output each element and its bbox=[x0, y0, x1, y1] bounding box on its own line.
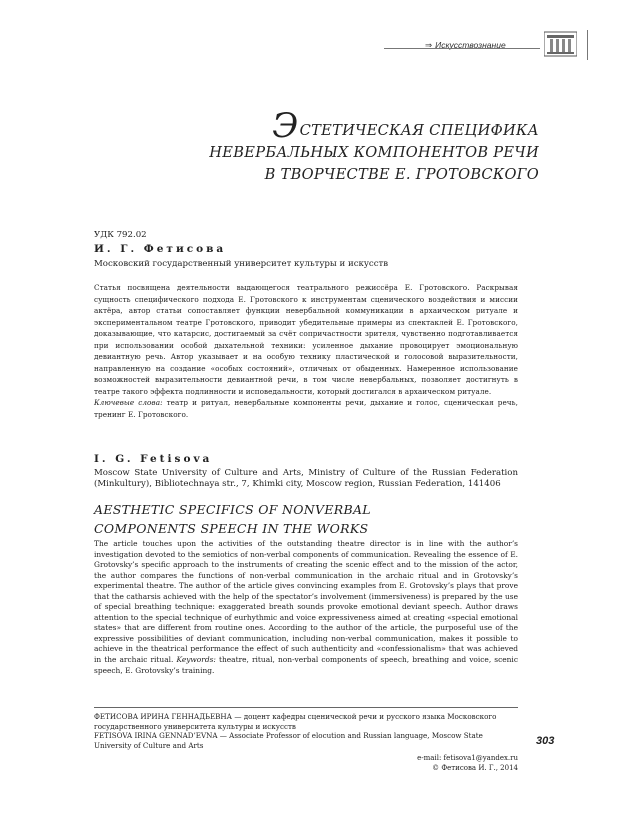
copyright-notice: © Фетисова И. Г., 2014 bbox=[432, 764, 518, 772]
running-header bbox=[425, 40, 506, 51]
affiliation-ru: Московский государственный университет культуры и искусств bbox=[94, 259, 389, 269]
article-title-ru bbox=[209, 106, 539, 186]
arrow-right-icon: ⇒ bbox=[425, 40, 433, 50]
footnote-rule bbox=[94, 707, 518, 708]
affiliation-en: Moscow State University of Culture and Arts, Ministry of Culture of the Russian Federation (Minkultury), Bibliotechnaya str., 7, Khimki city, Moscow region, Russian Federation, 141406 bbox=[94, 468, 518, 490]
section-name: Искусствознание bbox=[435, 40, 506, 50]
author-email: e-mail: fetisova1@yandex.ru bbox=[417, 754, 518, 762]
abstract-en-text: The article touches upon the activities of the outstanding theatre director is in line with the author’s investigation devoted to the semiotics of non-verbal components of communication. Revealing the essence of E. Grotovsky’s specific approach to the instruments of creating the scenic effect and to the mission of the actor, the author compares the functions of non-verbal communication in the archaic ritual and in Grotovsky’s experimental theatre. The author of the article gives convincing examples from E. Grotovsky’s plays that prove that the catharsis achieved with the help of the spectator’s involvement (immersiveness) is prepared by the use of special breathing technique: exaggerated breath sounds provoke emotional deviant speech. Author draws attention to the special technique of eurhythmic and voice expressiveness aimed at creating «special emotional states» that are different from routine ones. According to the author of the article, the purposeful use of the expressive possibilities of deviant communication, including non-verbal communication, makes it possible to achieve in the theatrical performance the effect of such authenticity and «confessionalism» that was achieved in the archaic ritual. bbox=[94, 539, 518, 665]
abstract-en bbox=[94, 539, 518, 676]
keywords-en-label: Keywords: bbox=[176, 655, 216, 665]
keywords-en: theatre, ritual, non-verbal components of speech, breathing and voice, scenic speech, E. Grotovsky’s training. bbox=[94, 655, 518, 675]
page-number: 303 bbox=[536, 735, 555, 747]
title-initial: Э bbox=[272, 106, 299, 146]
column-logo-icon bbox=[544, 30, 577, 58]
udk-code: УДК 792.02 bbox=[94, 230, 147, 240]
title-line-2: НЕВЕРБАЛЬНЫХ КОМПОНЕНТОВ РЕЧИ bbox=[209, 144, 539, 161]
header-rule bbox=[384, 48, 540, 49]
keywords-ru: театр и ритуал, невербальные компоненты речи, дыхание и голос, сценическая речь, тренинг Е. Гротовского. bbox=[94, 398, 519, 419]
title-line-3: В ТВОРЧЕСТВЕ Е. ГРОТОВСКОГО bbox=[264, 166, 539, 183]
title-en-line-2: COMPONENTS SPEECH IN THE WORKS bbox=[94, 521, 369, 536]
abstract-ru bbox=[94, 282, 518, 420]
footnote-en: FETISOVA IRINA GENNAD’EVNA — Associate Professor of elocution and Russian language, Moscow State University of Culture and Arts bbox=[94, 731, 483, 750]
keywords-ru-label: Ключевые слова: bbox=[94, 398, 163, 407]
article-title-en bbox=[94, 500, 518, 538]
title-line-1: СТЕТИЧЕСКАЯ СПЕЦИФИКА bbox=[299, 122, 539, 139]
author-name-en: I. G. Fetisova bbox=[94, 453, 213, 465]
abstract-ru-text: Статья посвящена деятельности выдающегося театрального режиссёра Е. Гротовского. Раскрывая сущность специфического подхода Е. Гротовского к инструментам сценического воздействия и миссии актёра, автор статьи сопоставляет функции невербальной коммуникации в архаическом ритуале и экспериментальном театре Гротовского, приводит убедительные примеры из спектаклей Е. Гротовского, доказывающие, что катарсис, достигаемый за счёт сопричастности зрителя, чувственно подготавливается при использовании особой дыхательной техники: усиленное дыхание провоцирует эмоциональную девиантную речь. Автор указывает и на особую технику пластической и голосовой выразительности, направленную на создание «особых состояний», отличных от обыденных. Намеренное использование возможностей выразительности девиантной речи, в том числе невербальных, позволяет достигнуть в театре такого эффекта подлинности и исповедальности, который достигался в архаическом ритуале. bbox=[94, 283, 518, 396]
author-name-ru: И. Г. Фетисова bbox=[94, 243, 227, 255]
footnote-ru: ФЕТИСОВА ИРИНА ГЕННАДЬЕВНА — доцент кафедры сценической речи и русского языка Московского государственного университета культуры и искусств bbox=[94, 712, 497, 731]
title-en-line-1: AESTHETIC SPECIFICS OF NONVERBAL bbox=[94, 502, 371, 517]
header-vertical-rule bbox=[587, 30, 588, 60]
